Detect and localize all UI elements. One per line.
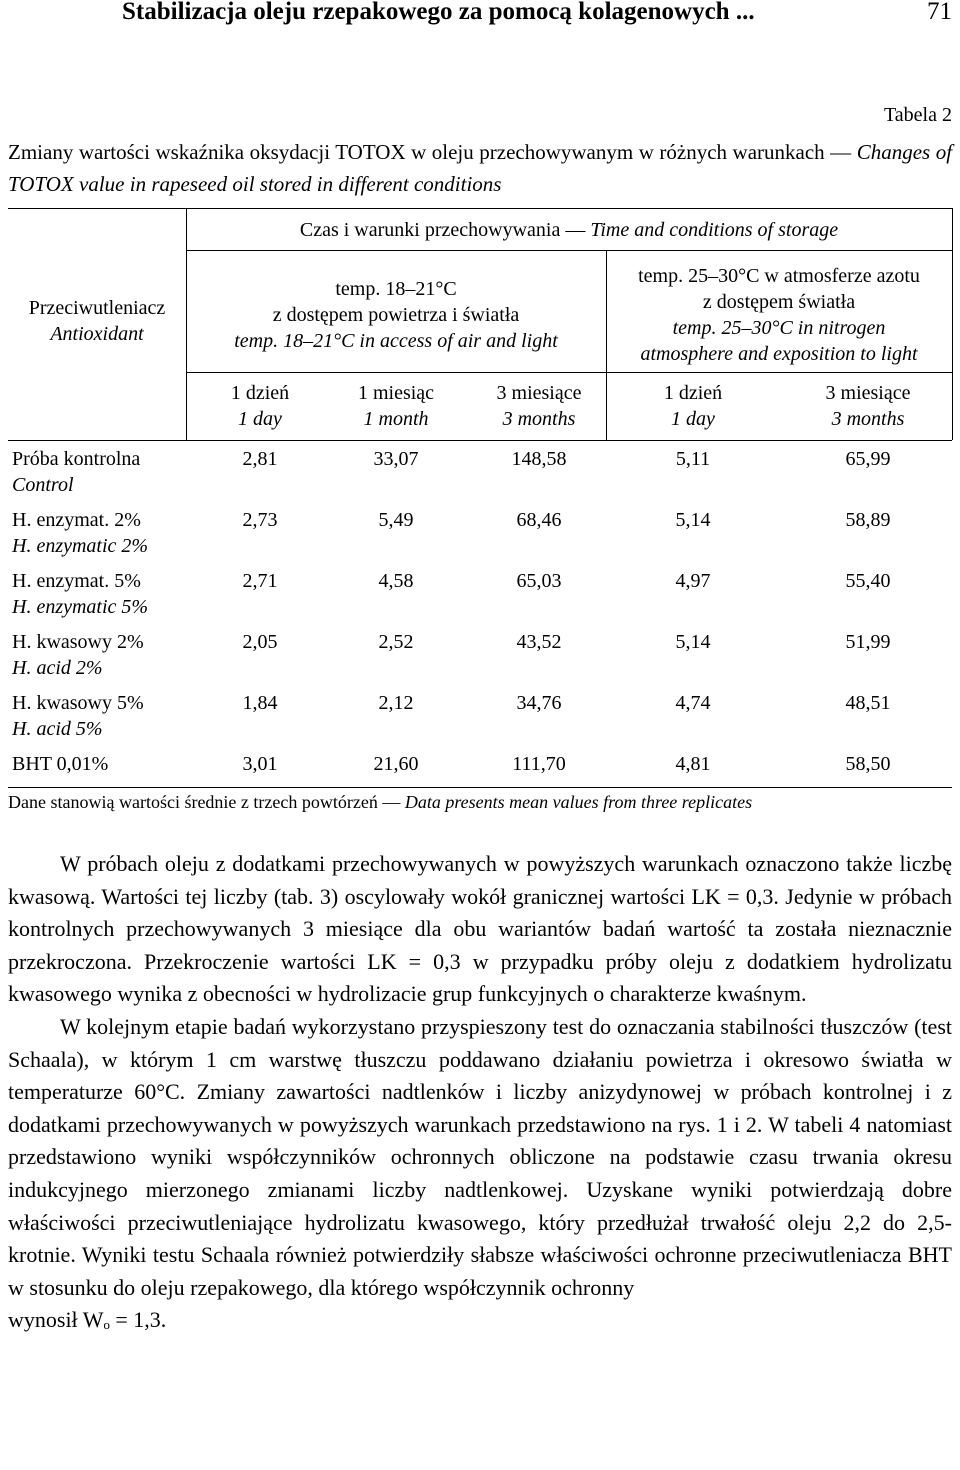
row-label-polish: H. kwasowy 2%	[12, 631, 144, 653]
table-cell: 4,58	[378, 570, 414, 592]
row-label-control	[12, 446, 140, 498]
row-label-polish: H. enzymat. 5%	[12, 570, 141, 592]
table-cell: 68,46	[516, 509, 562, 531]
row-label-acid-5	[12, 690, 144, 742]
table-cell: 65,99	[845, 448, 891, 470]
table-cell: 148,58	[511, 448, 567, 470]
table-cell: 1,84	[242, 692, 278, 714]
table-cell: 21,60	[373, 753, 419, 775]
table-cell: 43,52	[516, 631, 562, 653]
row-label-enzymatic-2	[12, 507, 148, 559]
table-cell: 65,03	[516, 570, 562, 592]
caption-polish: Zmiany wartości wskaźnika oksydacji TOTOX w oleju przechowywanym w różnych warunkach	[8, 140, 825, 164]
table-cell: 2,52	[378, 631, 414, 653]
row-label-english: H. acid 5%	[12, 718, 103, 740]
table-header-bottom-rule	[8, 440, 952, 441]
col-header-5-english: 3 months	[831, 408, 905, 430]
running-head-title: Stabilizacja oleju rzepakowego za pomocą kolagenowych ...	[122, 0, 755, 25]
table-cell: 55,40	[845, 570, 891, 592]
paragraph-1: W próbach oleju z dodatkami przechowywanych w powyższych warunkach oznaczono także liczbę kwasową. Wartości tej liczby (tab. 3) oscylowały wokół granicznej wartości LK = 0,3. Jedynie w próbach kontrolnych przechowywanych 3 miesiące dla obu wariantów badań wartość ta została nieznacznie przekroczona. Przekroczenie wartości LK = 0,3 w przypadku próby oleju z dodatkiem hydrolizatu kwasowego wynika z obecności w hydrolizacie grup funkcyjnych o charakterze kwaśnym.	[8, 851, 952, 1007]
table-cell: 111,70	[512, 753, 566, 775]
table-cell: 51,99	[845, 631, 891, 653]
group2-line2: z dostępem światła	[702, 291, 856, 313]
table-cell: 2,12	[378, 692, 414, 714]
table-cell: 3,01	[242, 753, 278, 775]
row-label-polish: BHT 0,01%	[12, 753, 109, 775]
table-cell: 58,89	[845, 509, 891, 531]
col-header-3-english: 3 months	[502, 408, 576, 430]
table-cell: 5,14	[675, 509, 711, 531]
span-header-polish: Czas i warunki przechowywania	[299, 219, 561, 241]
body-text	[8, 848, 952, 1337]
col-header-5-polish: 3 miesiące	[825, 382, 911, 404]
row-label-bht	[12, 751, 108, 777]
table-caption	[8, 136, 952, 200]
table-cell: 4,97	[675, 570, 711, 592]
footnote-english: Data presents mean values from three replicates	[404, 792, 753, 812]
paragraph-2: W kolejnym etapie badań wykorzystano przyspieszony test do oznaczania stabilności tłuszczów (test Schaala), w którym 1 cm warstwę tłuszczu poddawano działaniu powietrza i okresowo światła w temperaturze 60°C. Zmiany zawartości nadtlenków i liczby anizydynowej w próbach kontrolnej i z dodatkami przechowywanych w powyższych warunkach przedstawiono na rys. 1 i 2. W tabeli 4 natomiast przedstawiono wyniki współczynników ochronnych obliczone na podstawie czasu trwania okresu indukcyjnego mierzonego zmianami liczby nadtlenkowej. Uzyskane wyniki potwierdzają dobre właściwości przeciwutleniające hydrolizatu kwasowego, który przedłużał trwałość oleju 2,2 do 2,5-krotnie. Wyniki testu Schaala również potwierdziły słabsze właściwości ochronne przeciwutleniacza BHT w stosunku do oleju rzepakowego, dla którego współczynnik ochronny	[8, 1013, 952, 1300]
table-cell: 2,73	[242, 509, 278, 531]
col-header-4	[623, 380, 763, 432]
page-number: 71	[927, 0, 952, 25]
table-cell: 48,51	[845, 692, 891, 714]
stub-header-english: Antioxidant	[50, 323, 144, 345]
span-header	[186, 217, 952, 243]
table-cell: 5,11	[675, 448, 711, 470]
group1-line1: temp. 18–21°C	[335, 278, 457, 300]
group-header-25-30	[606, 263, 952, 367]
table-cell: 4,74	[675, 692, 711, 714]
table-number: Tabela 2	[883, 104, 952, 126]
table-cell: 4,81	[675, 753, 711, 775]
table-cell: 2,71	[242, 570, 278, 592]
group2-line3: temp. 25–30°C in nitrogen	[672, 317, 886, 339]
table-footnote	[8, 792, 952, 813]
table-cell: 5,14	[675, 631, 711, 653]
row-label-acid-2	[12, 629, 144, 681]
col-header-1-english: 1 day	[238, 408, 282, 430]
span-header-english: Time and conditions of storage	[590, 219, 839, 241]
running-head	[0, 0, 960, 32]
table-cell: 2,81	[242, 448, 278, 470]
group1-line3: temp. 18–21°C in access of air and light	[234, 330, 558, 352]
row-label-enzymatic-5	[12, 568, 148, 620]
table-cell: 58,50	[845, 753, 891, 775]
col-header-4-polish: 1 dzień	[663, 382, 723, 404]
row-label-polish: Próba kontrolna	[12, 448, 141, 470]
col-header-4-english: 1 day	[671, 408, 715, 430]
col-header-3-polish: 3 miesiące	[496, 382, 582, 404]
row-label-polish: H. enzymat. 2%	[12, 509, 141, 531]
table-cell: 33,07	[373, 448, 419, 470]
col-header-3	[469, 380, 609, 432]
paragraph-2-end: wynosił Wₒ = 1,3.	[8, 1307, 167, 1333]
row-label-english: H. enzymatic 2%	[12, 535, 149, 557]
row-label-english: H. acid 2%	[12, 657, 103, 679]
caption-english: Changes of TOTOX value in rapeseed oil stored in different conditions	[8, 140, 953, 196]
col-header-5	[790, 380, 946, 432]
group2-line4: atmosphere and exposition to light	[640, 343, 918, 365]
footnote-polish: Dane stanowią wartości średnie z trzech powtórzeń	[8, 792, 378, 812]
col-header-1-polish: 1 dzień	[230, 382, 290, 404]
col-header-1	[190, 380, 330, 432]
table-top-rule	[8, 208, 952, 209]
totox-table	[0, 208, 960, 788]
group1-line2: z dostępem powietrza i światła	[272, 304, 520, 326]
stub-header-polish: Przeciwutleniacz	[28, 297, 166, 319]
span-header-dash: —	[565, 219, 586, 241]
table-header-rule-2	[186, 372, 952, 373]
row-label-english: Control	[12, 474, 74, 496]
caption-dash: —	[830, 140, 852, 164]
table-header-rule-1	[186, 250, 952, 251]
row-label-polish: H. kwasowy 5%	[12, 692, 144, 714]
footnote-dash: —	[382, 792, 401, 812]
col-header-2-english: 1 month	[363, 408, 429, 430]
table-cell: 2,05	[242, 631, 278, 653]
table-cell: 5,49	[378, 509, 414, 531]
row-label-english: H. enzymatic 5%	[12, 596, 149, 618]
right-vertical-rule	[952, 208, 953, 440]
group2-line1: temp. 25–30°C w atmosferze azotu	[638, 265, 920, 287]
col-header-2-polish: 1 miesiąc	[357, 382, 435, 404]
table-cell: 34,76	[516, 692, 562, 714]
col-header-2	[326, 380, 466, 432]
table-bottom-rule	[8, 787, 952, 788]
group-header-18-21	[186, 276, 606, 354]
stub-header	[8, 295, 186, 347]
